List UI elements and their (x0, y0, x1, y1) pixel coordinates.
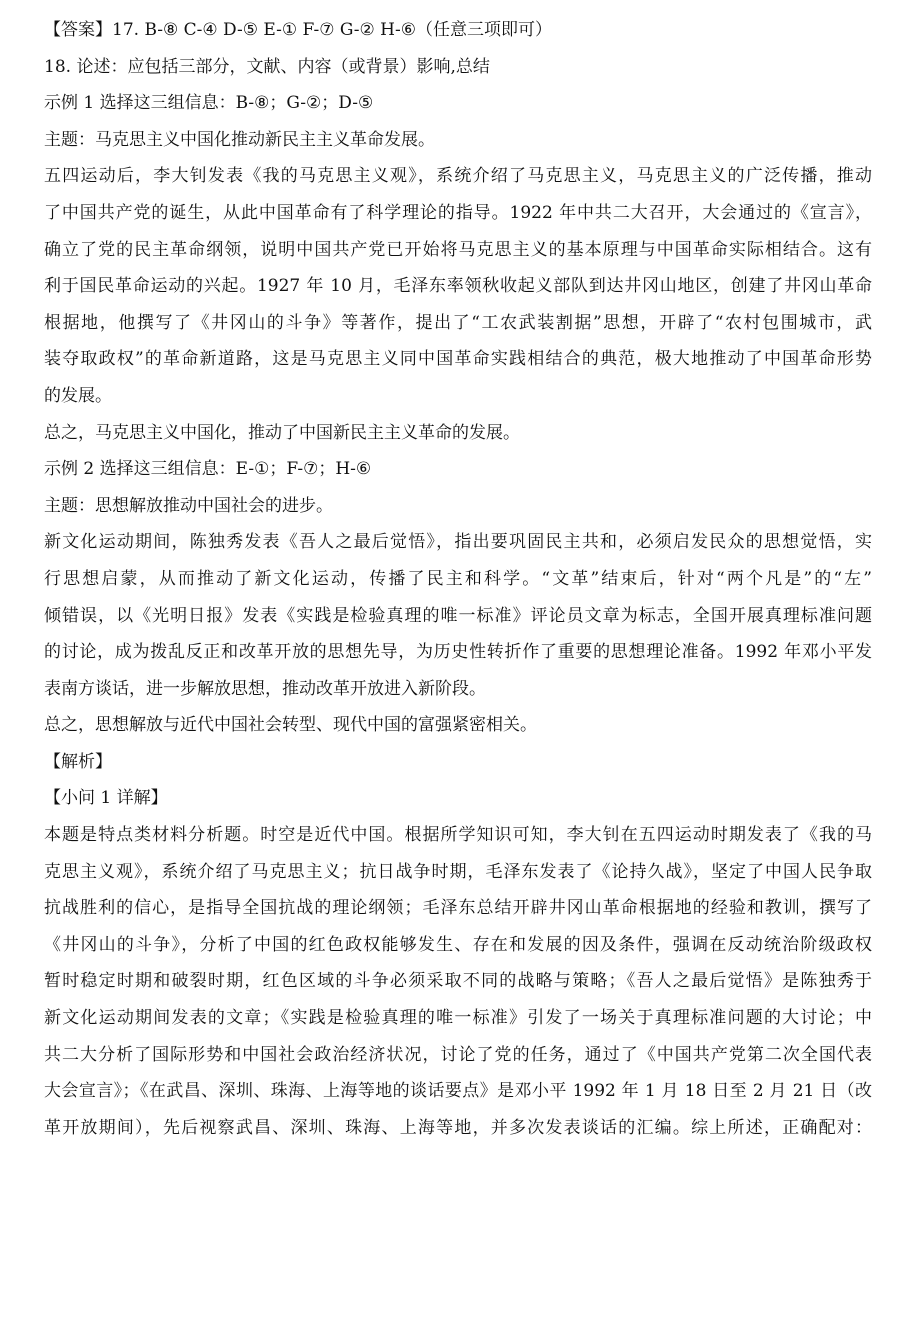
answer-line: 【答案】17. B-⑧ C-④ D-⑤ E-① F-⑦ G-② H-⑥（任意三项即可） (44, 20, 552, 40)
example-1-body-line: 利于国民革命运动的兴起。1927 年 10 月，毛泽东率领秋收起义部队到达井冈山地区，创建了井冈山革命 (44, 276, 872, 297)
analysis-body-line: 克思主义观》，系统介绍了马克思主义；抗日战争时期，毛泽东发表了《论持久战》，坚定了中国人民争取 (44, 861, 872, 882)
analysis-body-line: 《井冈山的斗争》，分析了中国的红色政权能够发生、存在和发展的因及条件，强调在反动统治阶级政权 (44, 934, 872, 955)
example-2-summary: 总之，思想解放与近代中国社会转型、现代中国的富强紧密相关。 (44, 715, 537, 736)
example-2-theme: 主题：思想解放推动中国社会的进步。 (44, 495, 333, 516)
example-2-body-line: 倾错误，以《光明日报》发表《实践是检验真理的唯一标准》评论员文章为标志，全国开展真理标准问题 (44, 605, 872, 626)
example-1-body-line: 了中国共产党的诞生，从此中国革命有了科学理论的指导。1922 年中共二大召开，大会通过的《宣言》， (44, 202, 872, 223)
subquestion-1-label: 【小问 1 详解】 (44, 788, 168, 809)
example-2-body-line: 的讨论，成为拨乱反正和改革开放的思想先导，为历史性转折作了重要的思想理论准备。1992 年邓小平发 (44, 642, 872, 663)
document-page (44, 12, 872, 1146)
analysis-label: 【解析】 (44, 751, 112, 772)
analysis-body-line: 本题是特点类材料分析题。时空是近代中国。根据所学知识可知，李大钊在五四运动时期发表了《我的马 (44, 825, 872, 846)
example-1-body-line: 装夺取政权”的革命新道路，这是马克思主义同中国革命实践相结合的典范，极大地推动了中国革命形势 (44, 349, 872, 370)
example-2-body-line: 新文化运动期间，陈独秀发表《吾人之最后觉悟》，指出要巩固民主共和，必须启发民众的思想觉悟，实 (44, 532, 872, 553)
example-1-theme: 主题：马克思主义中国化推动新民主主义革命发展。 (44, 129, 435, 150)
example-1-body-line: 根据地，他撰写了《井冈山的斗争》等著作，提出了“工农武装割据”思想，开辟了“农村包围城市，武 (44, 312, 872, 333)
question-18-intro: 18. 论述：应包括三部分，文献、内容（或背景）影响,总结 (44, 56, 490, 77)
example-1-body-line: 五四运动后，李大钊发表《我的马克思主义观》，系统介绍了马克思主义，马克思主义的广泛传播，推动 (44, 166, 872, 187)
analysis-body-line: 大会宣言》；《在武昌、深圳、珠海、上海等地的谈话要点》是邓小平 1992 年 1 月 18 日至 2 月 21 日（改 (44, 1081, 872, 1102)
example-2-body-line: 行思想启蒙，从而推动了新文化运动，传播了民主和科学。“文革”结束后，针对“两个凡是”的“左” (44, 568, 872, 589)
example-2-choice: 示例 2 选择这三组信息：E-①；F-⑦；H-⑥ (44, 459, 372, 480)
analysis-body-line: 新文化运动期间发表的文章；《实践是检验真理的唯一标准》引发了一场关于真理标准问题的大讨论；中 (44, 1008, 872, 1029)
example-2-body-line: 表南方谈话，进一步解放思想，推动改革开放进入新阶段。 (44, 678, 486, 699)
analysis-body-line: 暂时稳定时期和破裂时期，红色区域的斗争必须采取不同的战略与策略；《吾人之最后觉悟》是陈独秀于 (44, 971, 872, 992)
analysis-body-line: 革开放期间），先后视察武昌、深圳、珠海、上海等地，并多次发表谈话的汇编。综上所述，正确配对： (44, 1117, 872, 1138)
example-1-body-line: 的发展。 (44, 385, 112, 406)
analysis-body-line: 抗战胜利的信心，是指导全国抗战的理论纲领；毛泽东总结开辟井冈山革命根据地的经验和教训，撰写了 (44, 898, 872, 919)
example-1-choice: 示例 1 选择这三组信息：B-⑧；G-②；D-⑤ (44, 93, 374, 114)
example-1-body-line: 确立了党的民主革命纲领，说明中国共产党已开始将马克思主义的基本原理与中国革命实际相结合。这有 (44, 239, 872, 260)
analysis-body-line: 共二大分析了国际形势和中国社会政治经济状况，讨论了党的任务，通过了《中国共产党第二次全国代表 (44, 1044, 872, 1065)
example-1-summary: 总之，马克思主义中国化，推动了中国新民主主义革命的发展。 (44, 422, 520, 443)
